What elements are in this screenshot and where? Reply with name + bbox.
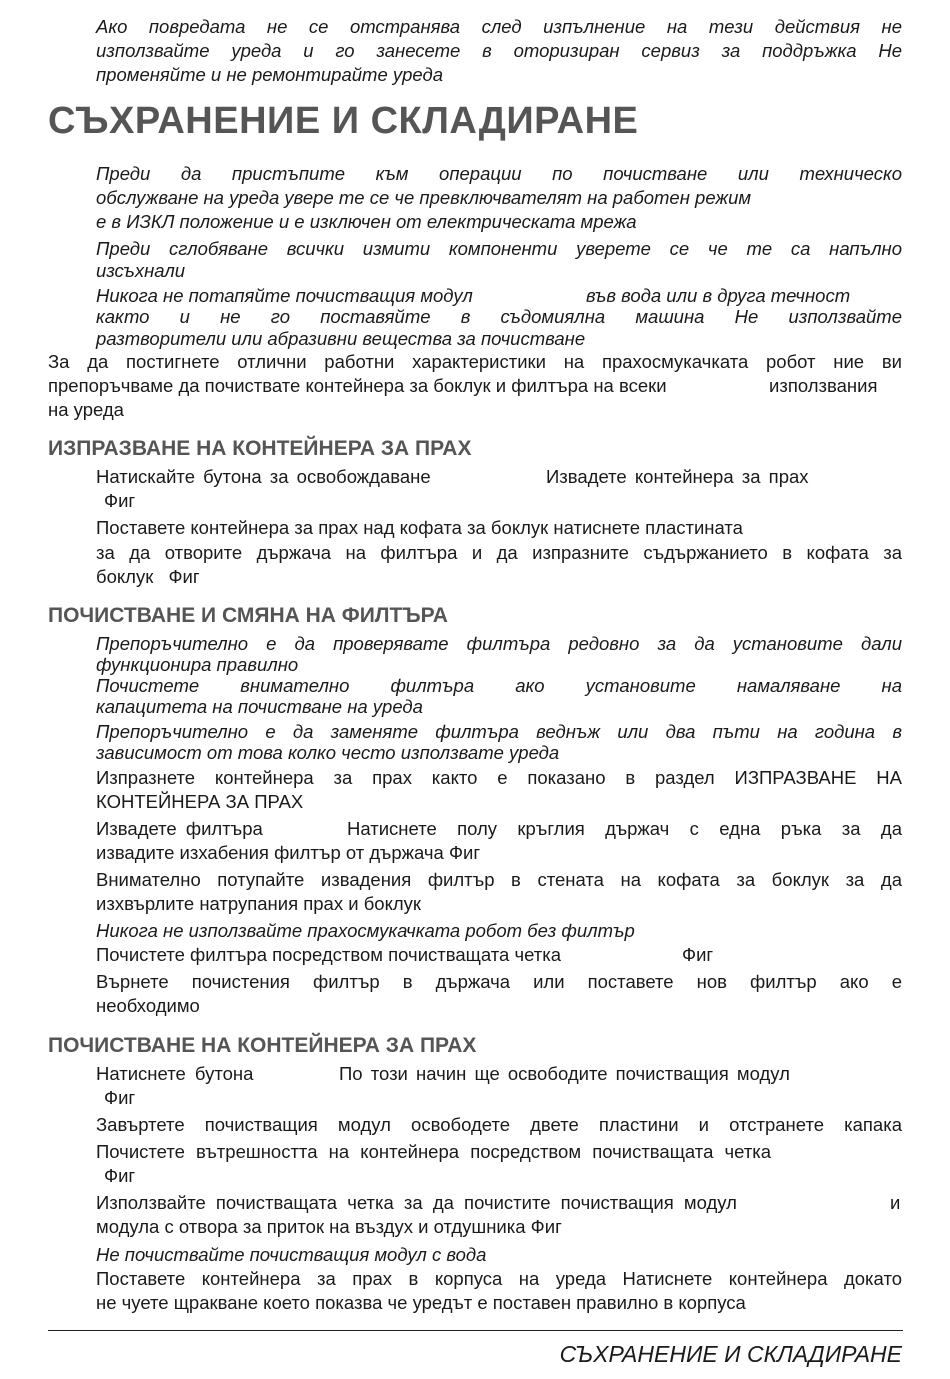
step-line: КОНТЕЙНЕРА ЗА ПРАХ	[96, 791, 304, 812]
tip-line: функционира правилно	[96, 654, 299, 675]
step-line: Натискайте бутона за освобождаване	[96, 466, 431, 487]
step-line: за да отворите държача на филтъра и да изпразните съдържанието в кофата за	[96, 542, 902, 563]
section-heading-cleaning: ПОЧИСТВАНЕ НА КОНТЕЙНЕРА ЗА ПРАХ	[48, 1034, 477, 1057]
step-line: Внимателно потупайте извадения филтър в стената на кофата за боклук за да	[96, 869, 902, 890]
section-heading-filter: ПОЧИСТВАНЕ И СМЯНА НА ФИЛТЪРА	[48, 604, 448, 627]
main-title: СЪХРАНЕНИЕ И СКЛАДИРАНЕ	[48, 100, 639, 142]
step-line: Върнете почистения филтър в държача или поставете нов филтър ако е	[96, 971, 902, 992]
tip-line: Препоръчително е да проверявате филтъра редовно за да установите дали	[96, 633, 902, 654]
step-line: Извадете контейнера за прах	[546, 466, 809, 487]
step-line: Поставете контейнера за прах в корпуса на уреда Натиснете контейнера докато	[96, 1268, 902, 1289]
step-line: Използвайте почистващата четка за да почистите почистващия модул	[96, 1192, 737, 1213]
intro-line: Ако повредата не се отстранява след изпълнение на тези действия не	[96, 16, 902, 37]
step-line: Натиснете бутона	[96, 1063, 254, 1084]
step-line: необходимо	[96, 995, 200, 1016]
fig-ref: Фиг	[104, 490, 136, 511]
fig-ref: Фиг	[104, 1087, 136, 1108]
safety-line: както и не го поставяйте в съдомиялна машина Не използвайте	[96, 306, 902, 327]
tip-line: капацитета на почистване на уреда	[96, 696, 423, 717]
step-line: Натиснете полу кръглия държач с една ръка за да	[347, 818, 902, 839]
general-line: използвания	[769, 375, 878, 396]
step-line: модула с отвора за приток на въздух и отдушника Фиг	[96, 1216, 562, 1237]
intro-line: променяйте и не ремонтирайте уреда	[96, 64, 444, 85]
step-line: изхвърлите натрупания прах и боклук	[96, 893, 422, 914]
tip-line: Почистете внимателно филтъра ако установите намаляване на	[96, 675, 902, 696]
step-line: Изпразнете контейнера за прах както е показано в раздел ИЗПРАЗВАНЕ НА	[96, 767, 902, 788]
step-line: боклук Фиг	[96, 566, 200, 587]
fig-ref: Фиг	[682, 944, 714, 965]
fig-ref: Фиг	[104, 1165, 136, 1186]
tip-line: Препоръчително е да заменяте филтъра веднъж или два пъти на година в	[96, 721, 902, 742]
safety-line: Преди да пристъпите към операции по почистване или техническо	[96, 163, 902, 184]
safety-line: изсъхнали	[96, 260, 186, 281]
warning-line: Не почиствайте почистващия модул с вода	[96, 1244, 487, 1265]
step-line: Почистете вътрешността на контейнера посредством почистващата четка	[96, 1141, 772, 1162]
step-line: Почистете филтъра посредством почистващата четка	[96, 944, 562, 965]
footer-section-title: СЪХРАНЕНИЕ И СКЛАДИРАНЕ	[559, 1341, 902, 1367]
safety-line: Преди сглобяване всички измити компоненти уверете се че те са напълно	[96, 238, 902, 259]
safety-line: е в ИЗКЛ положение и е изключен от електрическата мрежа	[96, 211, 637, 232]
step-line: и	[890, 1192, 901, 1213]
intro-line: използвайте уреда и го занесете в оторизиран сервиз за поддръжка Не	[96, 40, 902, 61]
general-line: препоръчваме да почиствате контейнера за боклук и филтъра на всеки	[48, 375, 667, 396]
section-heading-emptying: ИЗПРАЗВАНЕ НА КОНТЕЙНЕРА ЗА ПРАХ	[48, 437, 472, 460]
safety-line: разтворители или абразивни вещества за почистване	[96, 328, 586, 349]
safety-line: обслужване на уреда увере те се че превключвателят на работен режим	[96, 187, 752, 208]
footer-divider	[48, 1330, 903, 1331]
safety-line: във вода или в друга течност	[586, 285, 851, 306]
step-line: Извадете филтъра	[96, 818, 263, 839]
warning-line: Никога не използвайте прахосмукачката робот без филтър	[96, 920, 635, 941]
step-line: Завъртете почистващия модул освободете двете пластини и отстранете капака	[96, 1114, 902, 1135]
step-line: По този начин ще освободите почистващия модул	[339, 1063, 790, 1084]
safety-line: Никога не потапяйте почистващия модул	[96, 285, 473, 306]
step-line: извадите изхабения филтър от държача Фиг	[96, 842, 481, 863]
step-line: Поставете контейнера за прах над кофата за боклук натиснете пластината	[96, 517, 743, 538]
general-line: За да постигнете отлични работни характеристики на прахосмукачката робот ние ви	[48, 351, 902, 372]
step-line: не чуете щракване което показва че уредът е поставен правилно в корпуса	[96, 1292, 746, 1313]
tip-line: зависимост от това колко често използвате уреда	[96, 742, 560, 763]
general-line: на уреда	[48, 399, 124, 420]
